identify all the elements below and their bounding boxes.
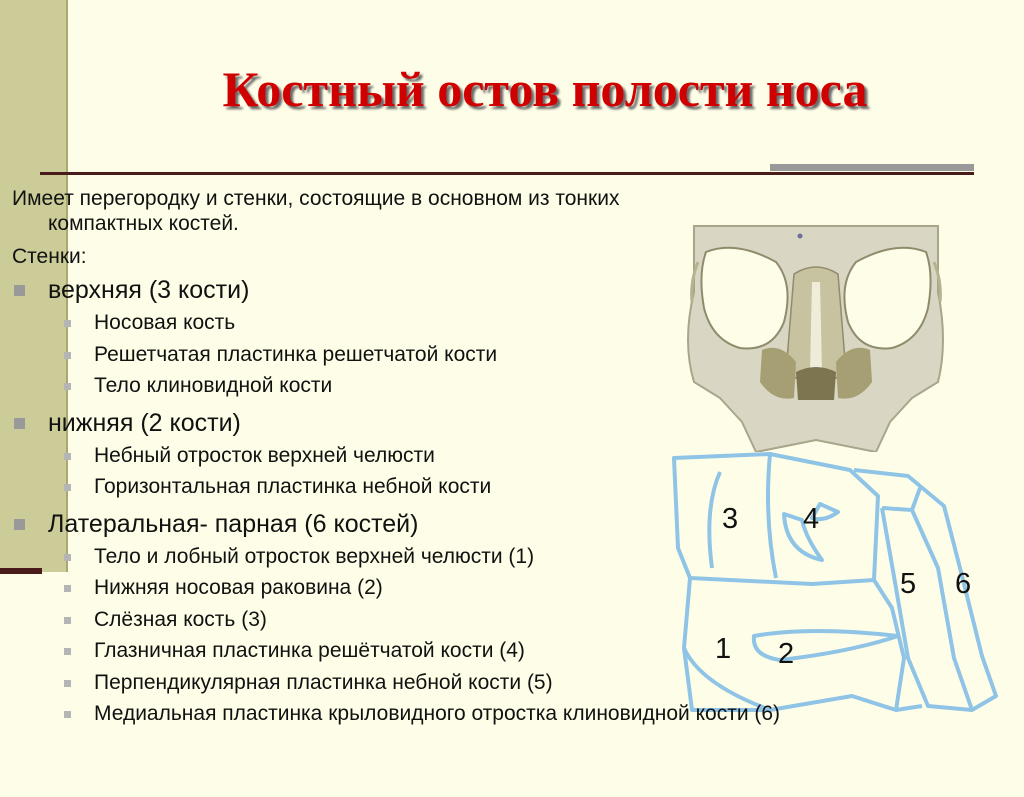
list-item-text: Тело и лобный отросток верхней челюсти (1) [94,544,535,568]
small-square-bullet-icon [64,617,71,624]
list-item [12,667,982,699]
small-square-bullet-icon [64,320,71,327]
slide-body [12,186,982,730]
list-item-text: Глазничная пластинка решётчатой кости (4) [94,639,525,662]
list-item-text: Решетчатая пластинка решетчатой кости [94,342,498,366]
section-heading [12,509,982,539]
section-heading [12,275,982,305]
list-item-text: Нижняя носовая раковина (2) [94,576,383,599]
scheme-number-2: 2 [778,638,795,670]
list-item [12,572,982,604]
list-item-text: Медиальная пластинка крыловидного отростка клиновидной кости (6) [94,702,781,725]
list-item [12,307,982,339]
section-lateral [12,509,982,730]
small-square-bullet-icon [64,554,71,561]
intro-line-1: Имеет перегородку и стенки, состоящие в основном из тонких [12,187,620,210]
list-item [12,698,982,730]
scheme-number-3: 3 [722,503,739,535]
square-bullet-icon [14,285,25,296]
scheme-number-6: 6 [955,568,972,600]
list-item [12,440,982,472]
small-square-bullet-icon [64,453,71,460]
square-bullet-icon [14,418,25,429]
walls-label: Стенки: [12,245,87,268]
list-item-text: Слёзная кость (3) [94,607,267,631]
small-square-bullet-icon [64,484,71,491]
bone-list [12,440,982,503]
small-square-bullet-icon [64,383,71,390]
list-item [12,370,982,402]
list-item-text: Тело клиновидной кости [94,374,333,397]
list-item-text: Носовая кость [94,311,236,334]
section-heading-text: верхняя (3 кости) [48,276,250,304]
bone-list [12,541,982,730]
list-item-text: Горизонтальная пластинка небной кости [94,475,492,498]
square-bullet-icon [14,519,25,530]
list-item-text: Небный отросток верхней челюсти [94,443,435,467]
small-square-bullet-icon [64,352,71,359]
title-rule-gray [770,164,974,171]
scheme-number-1: 1 [715,633,732,665]
section-heading-text: нижняя (2 кости) [48,408,241,437]
small-square-bullet-icon [64,648,71,655]
list-item [12,541,982,573]
small-square-bullet-icon [64,711,71,718]
title-rule-dark [40,172,974,175]
small-square-bullet-icon [64,585,71,592]
list-item [12,471,982,503]
list-item [12,604,982,636]
list-item-text: Перпендикулярная пластинка небной кости (5) [94,670,553,694]
intro-line-2: компактных костей. [48,212,239,235]
scheme-number-5: 5 [900,568,917,600]
slide-title: Костный остов полости носа [222,61,868,117]
section-heading [12,408,982,438]
scheme-number-4: 4 [803,503,820,535]
section-lower [12,408,982,503]
section-heading-text: Латеральная- парная (6 костей) [48,509,419,538]
list-item [12,635,982,667]
bone-list [12,307,982,402]
list-item [12,339,982,371]
small-square-bullet-icon [64,680,71,687]
section-upper [12,275,982,402]
